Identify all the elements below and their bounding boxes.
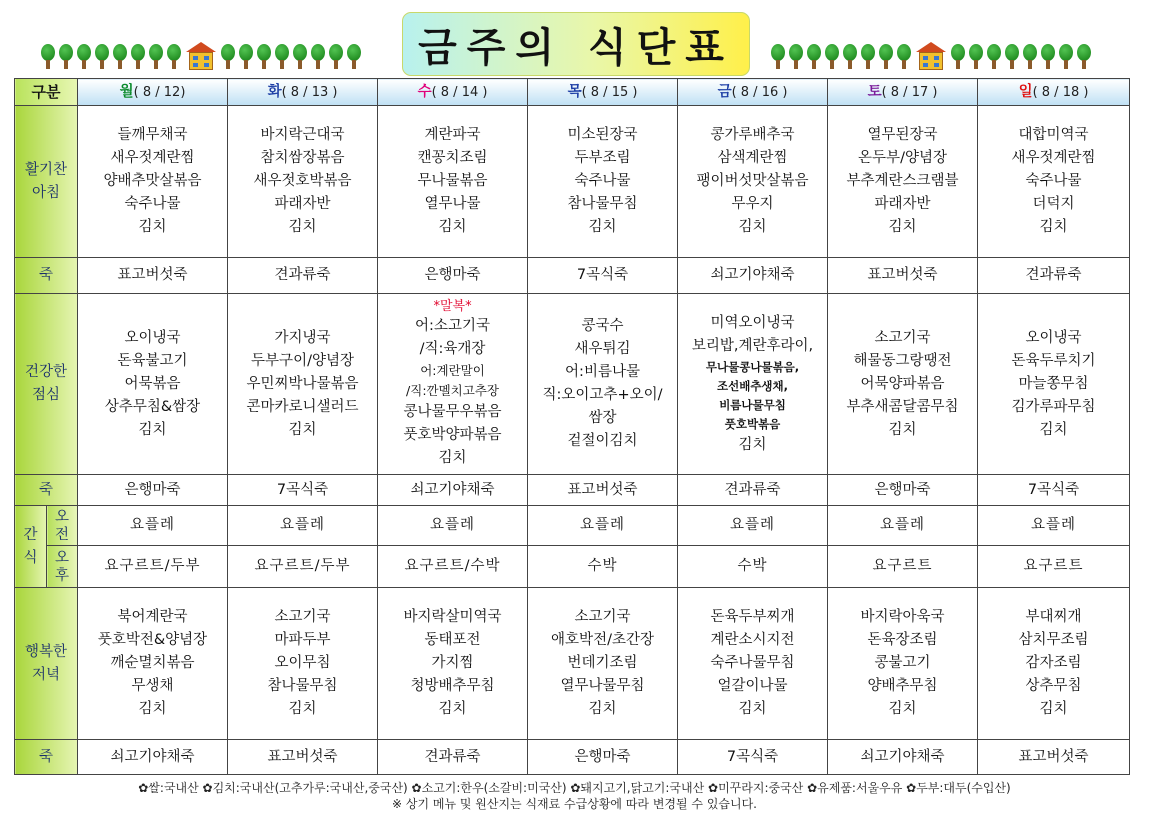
- dish: 열무된장국: [867, 127, 938, 143]
- lunch-fri: [678, 294, 828, 475]
- label-line: 점심: [32, 387, 61, 403]
- snack-cell: 요플레: [978, 506, 1130, 546]
- tree-icon: [842, 44, 858, 70]
- porridge-cell: 표고버섯죽: [528, 475, 678, 506]
- dish: 새우젓호박볶음: [253, 173, 352, 189]
- dish: 열무나물: [424, 196, 481, 212]
- dish: 감자조림: [1025, 655, 1082, 671]
- dish: /직:육개장: [419, 341, 486, 357]
- right-decoration: [770, 40, 1092, 70]
- tree-icon: [292, 44, 308, 70]
- origin-footnote: ✿쌀:국내산 ✿김치:국내산(고추가루:국내산,중국산) ✿소고기:한우(소갈비:미국산) ✿돼지고기,닭고기:국내산 ✿미꾸라지:중국산 ✿유제품:서울우유 ✿두부:대두(수입산): [138, 781, 1011, 795]
- dish: 부추계란스크램블: [846, 173, 959, 189]
- dish: 콘마카로니샐러드: [246, 398, 359, 415]
- dish: 소고기국: [574, 609, 631, 625]
- snack-cell: 요플레: [528, 506, 678, 546]
- dish: 돈육장조림: [867, 632, 938, 648]
- porridge-cell: 표고버섯죽: [978, 740, 1130, 775]
- label-line: 오: [55, 549, 70, 566]
- dish: 계란파국: [424, 127, 481, 143]
- dish: 오이냉국: [1025, 329, 1082, 346]
- dish: 김치: [738, 219, 767, 235]
- dish: 돈육두루치기: [1011, 352, 1096, 369]
- dinner-wed: [378, 588, 528, 740]
- dish: 마늘쫑무침: [1018, 375, 1089, 392]
- dish: 김치: [588, 219, 617, 235]
- label-line: 오: [55, 508, 70, 525]
- dish: 김치: [1039, 701, 1068, 717]
- lunch-tue: [228, 294, 378, 475]
- breakfast-label: [15, 106, 78, 258]
- porridge-cell: 7곡식죽: [978, 475, 1130, 506]
- tree-icon: [256, 44, 272, 70]
- snack-cell: 요플레: [378, 506, 528, 546]
- lunch-sun: [978, 294, 1130, 475]
- breakfast-tue: [228, 106, 378, 258]
- dish: 김치: [138, 701, 167, 717]
- dish: 김치: [738, 701, 767, 717]
- tree-icon: [112, 44, 128, 70]
- dish: 돈육두부찌개: [710, 609, 795, 625]
- dish: 계란소시지전: [710, 632, 795, 648]
- dish: /직:깐멜치고추장: [406, 383, 499, 398]
- label-line: 활기찬: [24, 161, 68, 178]
- breakfast-sun: [978, 106, 1130, 258]
- dish: 상추무침: [1025, 678, 1082, 694]
- dish: 양배추무침: [867, 678, 938, 694]
- dish: 두부조림: [574, 150, 631, 166]
- dish: 풋호박볶음: [724, 416, 781, 431]
- breakfast-thu: [528, 106, 678, 258]
- date-label: ( 8 / 15 ): [581, 84, 638, 100]
- day-label: 목: [567, 83, 582, 100]
- porridge-cell: 표고버섯죽: [228, 740, 378, 775]
- dish: 해물동그랑땡전: [853, 352, 952, 369]
- lunch-wed: [378, 294, 528, 475]
- snack-label: [15, 506, 47, 588]
- day-label: 금: [717, 83, 732, 100]
- porridge-cell: 견과류죽: [678, 475, 828, 506]
- title-banner: [402, 12, 750, 76]
- lunch-sat: [828, 294, 978, 475]
- header-thu: [528, 79, 678, 106]
- date-label: ( 8 / 13 ): [281, 84, 338, 100]
- dish: 우민찌박나물볶음: [246, 375, 359, 392]
- dish: 콩불고기: [874, 655, 931, 671]
- snack-pm-label: [47, 546, 78, 588]
- porridge-cell: 7곡식죽: [678, 740, 828, 775]
- dish: 무생채: [131, 678, 174, 694]
- dish: 팽이버섯맛살볶음: [696, 173, 809, 189]
- label-line: 후: [55, 567, 70, 584]
- tree-icon: [130, 44, 146, 70]
- porridge-row-3: [15, 740, 1130, 775]
- lunch-label: [15, 294, 78, 475]
- dish: 무나물콩나물볶음,: [705, 359, 800, 374]
- dish: 열무나물무침: [560, 678, 645, 694]
- date-label: ( 8 / 16 ): [731, 84, 788, 100]
- breakfast-wed: [378, 106, 528, 258]
- dish: 마파두부: [274, 632, 331, 648]
- dish: 바지락아욱국: [860, 609, 945, 625]
- snack-cell: 수박: [528, 546, 678, 588]
- dish: 캔꽁치조림: [417, 150, 488, 166]
- header-fri: [678, 79, 828, 106]
- date-label: ( 8 / 12): [133, 84, 186, 100]
- porridge-cell: 은행마죽: [78, 475, 228, 506]
- dinner-fri: [678, 588, 828, 740]
- dinner-sun: [978, 588, 1130, 740]
- dish: 북어계란국: [117, 609, 188, 625]
- tree-icon: [346, 44, 362, 70]
- tree-icon: [40, 44, 56, 70]
- dish: 두부구이/양념장: [251, 352, 354, 369]
- lunch-row: [15, 294, 1130, 475]
- header-mon: [78, 79, 228, 106]
- dinner-sat: [828, 588, 978, 740]
- dish: 쌈장: [588, 410, 617, 426]
- dinner-row: [15, 588, 1130, 740]
- dish: 어:소고기국: [415, 318, 490, 334]
- dish: 어:계란말이: [420, 363, 485, 378]
- snack-cell: 요구르트: [828, 546, 978, 588]
- dish: 김치: [888, 701, 917, 717]
- day-label: 토: [867, 83, 882, 100]
- label-line: 행복한: [24, 643, 68, 660]
- dish: 어묵양파볶음: [860, 375, 945, 392]
- tree-icon: [1004, 44, 1020, 70]
- dish: 김치: [438, 450, 467, 466]
- dish: 대합미역국: [1018, 127, 1089, 143]
- porridge-cell: 견과류죽: [978, 258, 1130, 294]
- dish: 미소된장국: [567, 127, 638, 143]
- dish: 숙주나물: [574, 173, 631, 189]
- tree-icon: [274, 44, 290, 70]
- tree-icon: [328, 44, 344, 70]
- porridge-row-2: [15, 475, 1130, 506]
- date-label: ( 8 / 18 ): [1032, 84, 1089, 100]
- label-line: 간: [23, 526, 38, 543]
- snack-cell: 요구르트: [978, 546, 1130, 588]
- snack-cell: 요구르트/두부: [78, 546, 228, 588]
- dish: 김치: [288, 701, 317, 717]
- dish: 더덕지: [1032, 196, 1075, 212]
- tree-icon: [968, 44, 984, 70]
- porridge-cell: 7곡식죽: [228, 475, 378, 506]
- breakfast-sat: [828, 106, 978, 258]
- tree-icon: [788, 44, 804, 70]
- dish: 오이무침: [274, 655, 331, 671]
- header-wed: [378, 79, 528, 106]
- lunch-thu: [528, 294, 678, 475]
- dish: 바지락근대국: [260, 127, 345, 143]
- porridge-cell: 쇠고기야채죽: [78, 740, 228, 775]
- tree-icon: [806, 44, 822, 70]
- tree-icon: [148, 44, 164, 70]
- tree-icon: [166, 44, 182, 70]
- porridge-cell: 은행마죽: [378, 258, 528, 294]
- tree-icon: [1022, 44, 1038, 70]
- porridge-cell: 표고버섯죽: [78, 258, 228, 294]
- tree-icon: [824, 44, 840, 70]
- dish: 어묵볶음: [124, 375, 181, 392]
- dish: 오이냉국: [124, 329, 181, 346]
- dish: 돈육불고기: [117, 352, 188, 369]
- dish: 양배추맛살볶음: [103, 173, 202, 189]
- dish: 상추무침&쌈장: [104, 398, 201, 415]
- tree-icon: [1076, 44, 1092, 70]
- tree-icon: [1058, 44, 1074, 70]
- day-label: 일: [1018, 83, 1033, 100]
- dish: 삼색계란찜: [717, 150, 788, 166]
- dish: 비름나물무침: [719, 397, 786, 412]
- menu-table: [14, 78, 1130, 775]
- dish: 번데기조림: [567, 655, 638, 671]
- left-decoration: [40, 40, 362, 70]
- dish: 김치: [438, 701, 467, 717]
- porridge-cell: 쇠고기야채죽: [828, 740, 978, 775]
- snack-am-label: [47, 506, 78, 546]
- snack-pm-row: [15, 546, 1130, 588]
- dish: 삼치무조림: [1018, 632, 1089, 648]
- tree-icon: [310, 44, 326, 70]
- tree-icon: [878, 44, 894, 70]
- snack-cell: 수박: [678, 546, 828, 588]
- house-icon: [186, 42, 216, 70]
- porridge-cell: 7곡식죽: [528, 258, 678, 294]
- porridge-label: 죽: [15, 258, 78, 294]
- porridge-cell: 견과류죽: [378, 740, 528, 775]
- dish: 새우젓계란찜: [1011, 150, 1096, 166]
- dish: 청방배추무침: [410, 678, 495, 694]
- day-label: 월: [119, 83, 134, 100]
- dish: 가지냉국: [274, 329, 331, 346]
- dish: 콩나물무우볶음: [403, 404, 502, 420]
- porridge-cell: 은행마죽: [528, 740, 678, 775]
- dish: 새우튀김: [574, 341, 631, 357]
- dish: 콩국수: [581, 318, 624, 334]
- special-note: *말복*: [433, 299, 472, 314]
- breakfast-mon: [78, 106, 228, 258]
- dish: 조선배추생채,: [717, 378, 789, 393]
- dish: 숙주나물무침: [710, 655, 795, 671]
- dish: 참치쌈장볶음: [260, 150, 345, 166]
- header-sat: [828, 79, 978, 106]
- dish: 미역오이냉국: [710, 314, 795, 331]
- dish: 김치: [288, 219, 317, 235]
- label-line: 아침: [32, 184, 61, 201]
- label-line: 건강한: [24, 364, 68, 380]
- snack-cell: 요플레: [78, 506, 228, 546]
- header-corner: 구분: [15, 79, 78, 106]
- dish: 참나물무침: [267, 678, 338, 694]
- tree-icon: [986, 44, 1002, 70]
- dish: 부대찌개: [1025, 609, 1082, 625]
- dish: 무우지: [731, 196, 774, 212]
- porridge-cell: 견과류죽: [228, 258, 378, 294]
- breakfast-fri: [678, 106, 828, 258]
- dish: 온두부/양념장: [858, 150, 947, 166]
- dish: 김치: [1039, 421, 1068, 438]
- date-label: ( 8 / 14 ): [431, 84, 488, 100]
- dish: 가지찜: [431, 655, 474, 671]
- dinner-mon: [78, 588, 228, 740]
- porridge-label: 죽: [15, 475, 78, 506]
- tree-icon: [896, 44, 912, 70]
- dish: 바지락살미역국: [403, 609, 502, 625]
- header-tue: [228, 79, 378, 106]
- dish: 김치: [138, 421, 167, 438]
- snack-cell: 요플레: [678, 506, 828, 546]
- page-title: 금주의 식단표: [418, 24, 734, 71]
- porridge-label: 죽: [15, 740, 78, 775]
- house-icon: [916, 42, 946, 70]
- snack-am-row: [15, 506, 1130, 546]
- tree-icon: [1040, 44, 1056, 70]
- dish: 파래자반: [874, 196, 931, 212]
- header-row: [15, 79, 1130, 106]
- snack-cell: 요구르트/두부: [228, 546, 378, 588]
- day-label: 화: [267, 83, 282, 100]
- dinner-tue: [228, 588, 378, 740]
- snack-cell: 요플레: [828, 506, 978, 546]
- dish: 김치: [438, 219, 467, 235]
- dish: 무나물볶음: [417, 173, 488, 189]
- dish: 풋호박양파볶음: [403, 427, 502, 443]
- label-line: 식: [23, 549, 38, 566]
- porridge-row-1: [15, 258, 1130, 294]
- dish: 직:오이고추+오이/: [542, 387, 663, 403]
- porridge-cell: 은행마죽: [828, 475, 978, 506]
- dish: 얼갈이나물: [717, 678, 788, 694]
- label-line: 전: [55, 526, 70, 543]
- dish: 새우젓계란찜: [110, 150, 195, 166]
- breakfast-row: [15, 106, 1130, 258]
- porridge-cell: 표고버섯죽: [828, 258, 978, 294]
- tree-icon: [94, 44, 110, 70]
- dish: 김치: [738, 436, 767, 453]
- dish: 콩가루배추국: [710, 127, 795, 143]
- dish: 김치: [888, 219, 917, 235]
- dinner-label: [15, 588, 78, 740]
- dish: 부추새콤달콤무침: [846, 398, 959, 415]
- tree-icon: [76, 44, 92, 70]
- tree-icon: [770, 44, 786, 70]
- dinner-thu: [528, 588, 678, 740]
- dish: 풋호박전&양념장: [97, 632, 208, 648]
- dish: 김치: [888, 421, 917, 438]
- dish: 동태포전: [424, 632, 481, 648]
- tree-icon: [220, 44, 236, 70]
- dish: 소고기국: [874, 329, 931, 346]
- dish: 숙주나물: [124, 196, 181, 212]
- snack-cell: 요플레: [228, 506, 378, 546]
- lunch-mon: [78, 294, 228, 475]
- porridge-cell: 쇠고기야채죽: [678, 258, 828, 294]
- dish: 김치: [288, 421, 317, 438]
- dish: 애호박전/초간장: [551, 632, 654, 648]
- snack-cell: 요구르트/수박: [378, 546, 528, 588]
- dish: 들깨무채국: [117, 127, 188, 143]
- dish: 소고기국: [274, 609, 331, 625]
- day-label: 수: [417, 83, 432, 100]
- label-line: 저녁: [32, 666, 61, 683]
- dish: 어:비름나물: [565, 364, 640, 380]
- dish: 김가루파무침: [1011, 398, 1096, 415]
- tree-icon: [860, 44, 876, 70]
- tree-icon: [950, 44, 966, 70]
- dish: 김치: [1039, 219, 1068, 235]
- dish: 숙주나물: [1025, 173, 1082, 189]
- dish: 김치: [588, 701, 617, 717]
- header-sun: [978, 79, 1130, 106]
- dish: 파래자반: [274, 196, 331, 212]
- tree-icon: [58, 44, 74, 70]
- porridge-cell: 쇠고기야채죽: [378, 475, 528, 506]
- dish: 참나물무침: [567, 196, 638, 212]
- tree-icon: [238, 44, 254, 70]
- date-label: ( 8 / 17 ): [881, 84, 938, 100]
- dish: 보리밥,계란후라이,: [691, 337, 814, 354]
- dish: 깨순멸치볶음: [110, 655, 195, 671]
- notice-footnote: ※ 상기 메뉴 및 원산지는 식재료 수급상황에 따라 변경될 수 있습니다.: [392, 797, 757, 811]
- dish: 겉절이김치: [567, 433, 638, 449]
- dish: 김치: [138, 219, 167, 235]
